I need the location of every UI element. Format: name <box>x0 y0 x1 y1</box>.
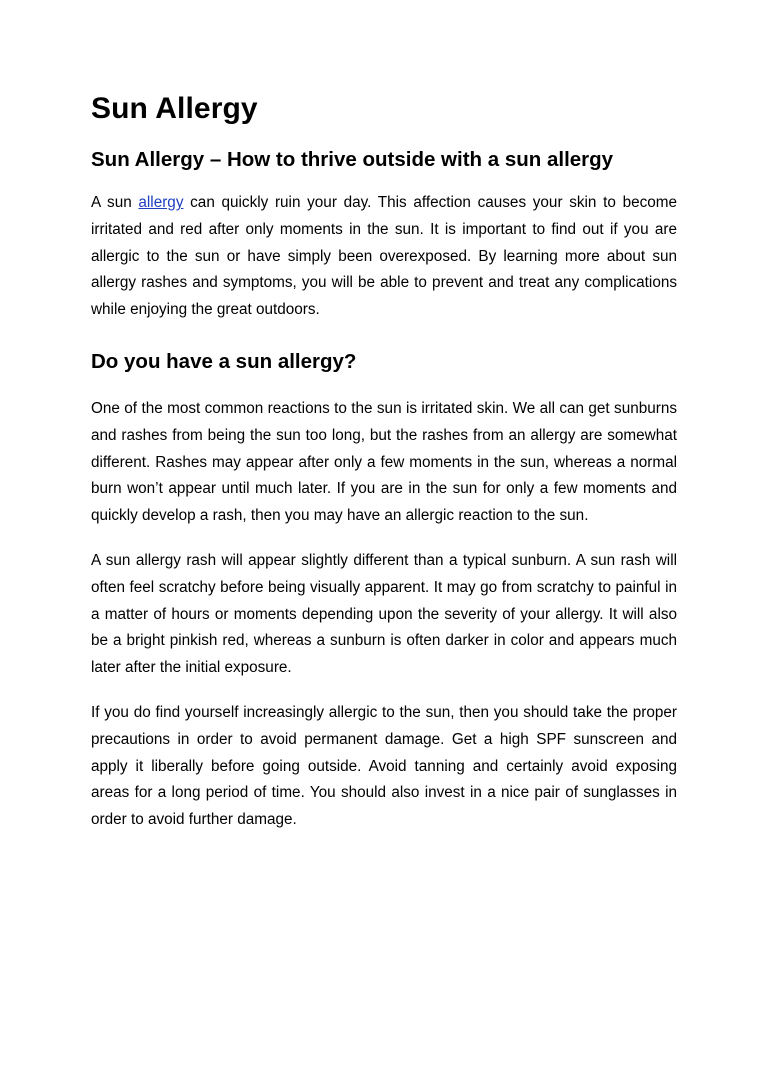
body-paragraph-2: A sun allergy rash will appear slightly different than a typical sunburn. A sun rash will often feel scratchy before being visually apparent. It may go from scratchy to painful in a matter of hours or moments depending upon the severity of your allergy. It will also be a bright pinkish red, whereas a sunburn is often darker in color and appears much later after the initial exposure. <box>91 551 677 677</box>
page-title: Sun Allergy <box>91 92 258 125</box>
body-paragraph-1: One of the most common reactions to the sun is irritated skin. We all can get sunburns and rashes from being the sun too long, but the rashes from an allergy are somewhat different. Rashes may appear after only a few moments in the sun, whereas a normal burn won’t appear until much later. If you are in the sun for only a few moments and quickly develop a rash, then you may have an allergic reaction to the sun. <box>91 399 677 525</box>
body-paragraph-3: If you do find yourself increasingly allergic to the sun, then you should take the proper precautions in order to avoid permanent damage. Get a high SPF sunscreen and apply it liberally before going outside. Avoid tanning and certainly avoid exposing areas for a long period of time. You should also invest in a nice pair of sunglasses in order to avoid further damage. <box>91 703 677 829</box>
intro-text-before-link: A sun <box>91 194 139 211</box>
section-heading: Do you have a sun allergy? <box>91 349 357 373</box>
intro-text-after-link: can quickly ruin your day. This affection causes your skin to become irritated and red after only moments in the sun. It is important to find out if you are allergic to the sun or have simply been overexposed. By learning more about sun allergy rashes and symptoms, you will be able to prevent and treat any complications while enjoying the great outdoors. <box>91 194 677 319</box>
document-subtitle: Sun Allergy – How to thrive outside with a sun allergy <box>91 148 614 171</box>
intro-paragraph <box>91 190 677 324</box>
allergy-link[interactable]: allergy <box>138 194 184 211</box>
